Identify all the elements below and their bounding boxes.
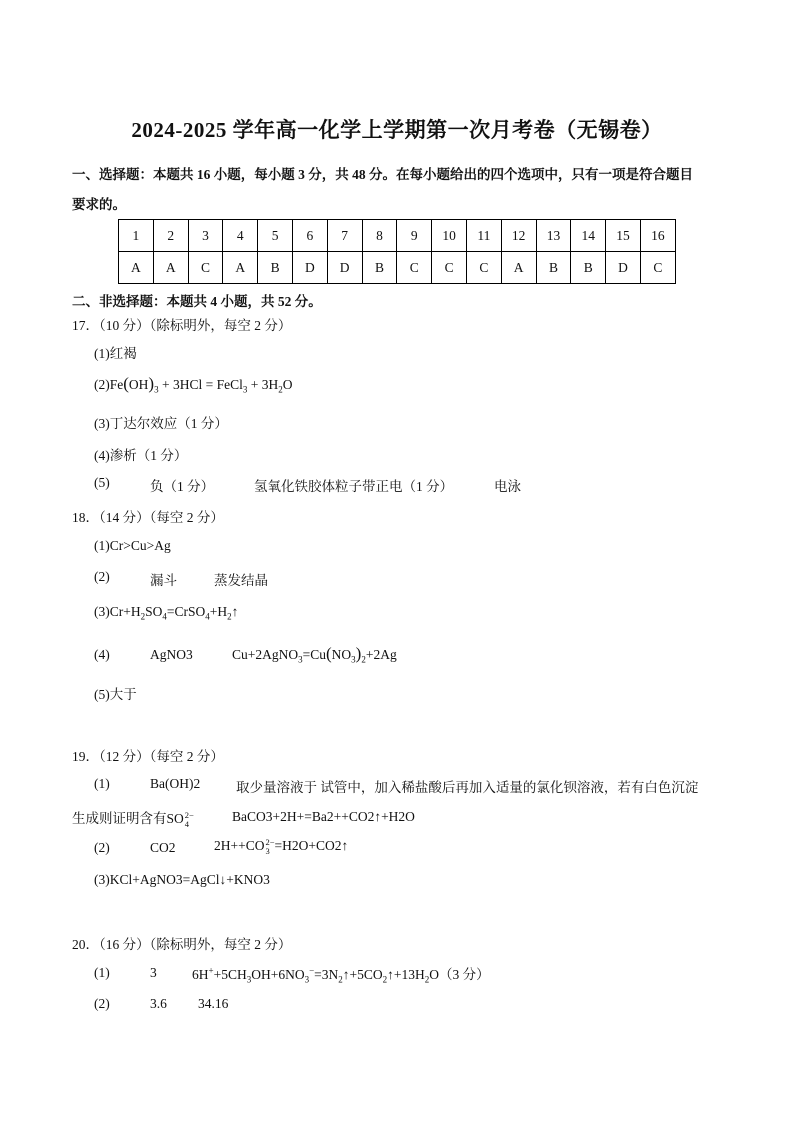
answer-cell: A xyxy=(501,252,536,284)
answer-cell: D xyxy=(327,252,362,284)
question-number: 11 xyxy=(466,220,501,252)
q18-answer-2-part2: 蒸发结晶 xyxy=(214,573,268,588)
answer-cell: C xyxy=(397,252,432,284)
answer-cell: B xyxy=(571,252,606,284)
question-number: 13 xyxy=(536,220,571,252)
q18-answer-1: (1)Cr>Cu>Ag xyxy=(94,538,171,553)
q19-answer-1-line2: 生成则证明含有SO 2− 4 xyxy=(72,809,194,829)
q19-answer-1-part2: 取少量溶液于 试管中，加入稀盐酸后再加入适量的氯化钡溶液，若有白色沉淀 xyxy=(236,780,699,795)
q18-answer-4-label: (4) xyxy=(94,647,110,662)
q18-answer-5: (5)大于 xyxy=(94,687,137,702)
q19-answer-2-label: (2) xyxy=(94,840,110,855)
question-number: 9 xyxy=(397,220,432,252)
q20-header: 20．（16 分）（除标明外，每空 2 分） xyxy=(72,937,292,952)
question-number: 12 xyxy=(501,220,536,252)
answer-cell: B xyxy=(362,252,397,284)
q19-answer-2-equation: 2H++CO 2− 3 =H2O+CO2↑ xyxy=(214,837,349,856)
q20-answer-1-label: (1) xyxy=(94,965,110,980)
answer-table xyxy=(118,219,676,284)
q17-answer-3: (3)丁达尔效应（1 分） xyxy=(94,416,228,431)
section1-heading-line2: 要求的。 xyxy=(72,197,126,212)
q19-answer-1-equation: BaCO3+2H+=Ba2++CO2↑+H2O xyxy=(232,809,415,824)
q20-answer-2-part1: 3.6 xyxy=(150,996,167,1011)
q19-answer-3: (3)KCl+AgNO3=AgCl↓+KNO3 xyxy=(94,872,270,887)
question-number: 15 xyxy=(606,220,641,252)
q17-answer-5-part3: 电泳 xyxy=(494,479,521,494)
q19-header: 19．（12 分）（每空 2 分） xyxy=(72,749,224,764)
answer-cell: C xyxy=(432,252,467,284)
q18-header: 18．（14 分）（每空 2 分） xyxy=(72,510,224,525)
answer-cell: C xyxy=(188,252,223,284)
question-number: 10 xyxy=(432,220,467,252)
question-number: 6 xyxy=(292,220,327,252)
q17-header: 17．（10 分）（除标明外，每空 2 分） xyxy=(72,318,292,333)
page-title: 2024-2025 学年高一化学上学期第一次月考卷（无锡卷） xyxy=(131,118,663,142)
answer-cell: A xyxy=(223,252,258,284)
q18-answer-2-part1: 漏斗 xyxy=(150,573,177,588)
q18-answer-2-label: (2) xyxy=(94,569,110,584)
answer-cell: A xyxy=(153,252,188,284)
q18-answer-3: $(3)Cr+H_2SO_4=CrSO_4+H_2↑$ xyxy=(94,604,239,622)
question-number: 2 xyxy=(153,220,188,252)
q19-answer-1-part1: Ba(OH)2 xyxy=(150,776,201,791)
section1-heading-line1: 一、选择题：本题共 16 小题，每小题 3 分，共 48 分。在每小题给出的四个选项中，只有一项是符合题目 xyxy=(72,167,693,182)
question-number: 7 xyxy=(327,220,362,252)
q17-answer-5-part2: 氢氧化铁胶体粒子带正电（1 分） xyxy=(254,479,454,494)
answer-cell: A xyxy=(119,252,154,284)
question-number-row xyxy=(119,220,676,252)
section2-heading: 二、非选择题：本题共 4 小题，共 52 分。 xyxy=(72,294,322,309)
q17-answer-1: (1)红褐 xyxy=(94,346,137,361)
q17-answer-2: $(2)Fe(OH)_3 + 3HCl$ = FeCl$_3$ + $3H_2O$ xyxy=(94,374,293,395)
question-number: 5 xyxy=(258,220,293,252)
q20-answer-2-part2: 34.16 xyxy=(198,996,229,1011)
answer-cell: C xyxy=(640,252,675,284)
answer-cell: B xyxy=(536,252,571,284)
question-number: 16 xyxy=(640,220,675,252)
question-number: 4 xyxy=(223,220,258,252)
answer-cell: D xyxy=(292,252,327,284)
q19-answer-1-label: (1) xyxy=(94,776,110,791)
question-number: 8 xyxy=(362,220,397,252)
question-number: 3 xyxy=(188,220,223,252)
answer-cell: D xyxy=(606,252,641,284)
q19-answer-2-part1: CO2 xyxy=(150,840,176,855)
answer-cell: B xyxy=(258,252,293,284)
q20-answer-1-equation: $6H^++5CH_3OH+6NO_3^-=3N_2↑+5CO_2↑+13H_2O(3$ 分） xyxy=(192,965,490,985)
q20-answer-1-part1: 3 xyxy=(150,965,157,980)
q17-answer-5-part1: 负（1 分） xyxy=(150,479,215,494)
question-number: 1 xyxy=(119,220,154,252)
answer-cell: C xyxy=(466,252,501,284)
q18-answer-4-equation: $Cu+2AgNO_3=Cu(NO_3)_2+2Ag$ xyxy=(232,644,397,665)
answer-row xyxy=(119,252,676,284)
q20-answer-2-label: (2) xyxy=(94,996,110,1011)
question-number: 14 xyxy=(571,220,606,252)
q17-answer-5-label: (5) xyxy=(94,475,110,490)
q17-answer-4: (4)渗析（1 分） xyxy=(94,448,188,463)
q18-answer-4-part1: AgNO3 xyxy=(150,647,193,662)
